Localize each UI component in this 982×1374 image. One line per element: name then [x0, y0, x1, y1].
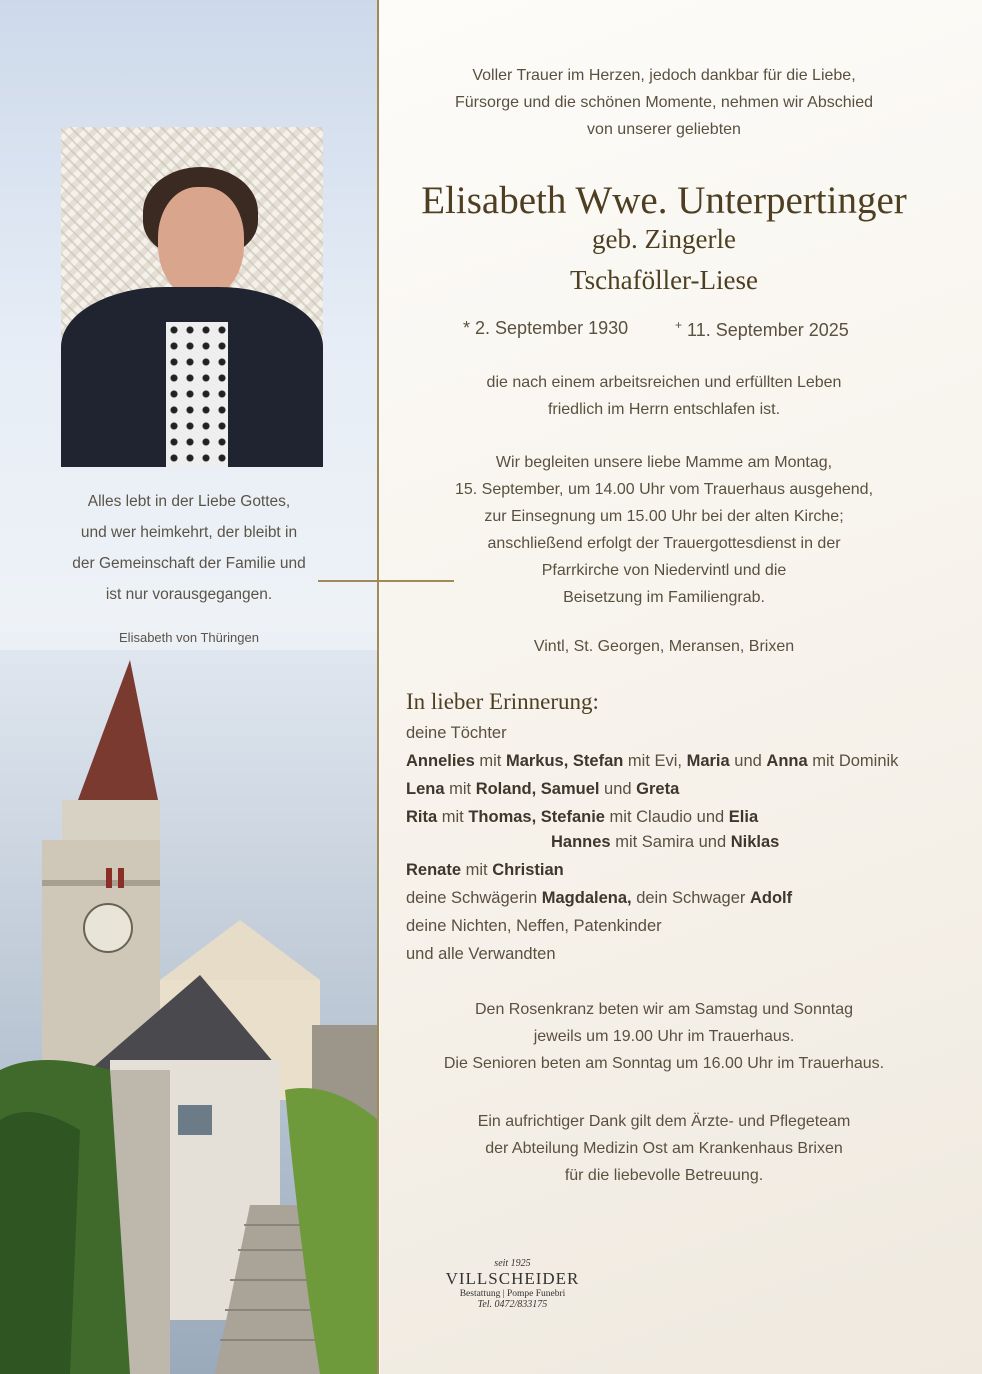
portrait-photo	[61, 127, 323, 467]
family-line: Hannes mit Samira und Niklas	[551, 833, 780, 851]
relatives-line: und alle Verwandten	[406, 945, 556, 963]
quote-line: und wer heimkehrt, der bleibt in	[80, 524, 298, 541]
places: Vintl, St. Georgen, Meransen, Brixen	[533, 638, 795, 655]
maiden-name: geb. Zingerle	[592, 224, 736, 254]
death-date: + 11. September 2025	[675, 318, 849, 340]
funeral-home-logo: seit 1925 VILLSCHEIDER Bestattung | Pompe Funebri Tel. 0472/833175	[445, 1258, 580, 1310]
quote-author: Elisabeth von Thüringen	[119, 630, 259, 645]
nickname: Tschaföller-Liese	[570, 265, 758, 295]
family-line: Rita mit Thomas, Stefanie mit Claudio und Elia	[406, 808, 759, 826]
thanks-text: Ein aufrichtiger Dank gilt dem Ärzte- und Pflegeteam der Abteilung Medizin Ost am Krankenhaus Brixen für die liebevolle Betreuung.	[477, 1113, 851, 1184]
memory-title: In lieber Erinnerung:	[406, 689, 599, 714]
quote-line: ist nur vorausgegangen.	[105, 586, 273, 603]
left-panel	[0, 0, 378, 1374]
quote-line: der Gemeinschaft der Familie und	[72, 555, 306, 572]
deceased-name: Elisabeth Wwe. Unterpertinger	[421, 179, 907, 222]
rosary-text: Den Rosenkranz beten wir am Samstag und Sonntag jeweils um 19.00 Uhr im Trauerhaus. Die Senioren beten am Sonntag um 16.00 Uhr im Trauerhaus.	[443, 1001, 885, 1072]
birth-date: * 2. September 1930	[463, 318, 629, 338]
relatives-line: deine Nichten, Neffen, Patenkinder	[406, 917, 662, 935]
inlaws-line: deine Schwägerin Magdalena, dein Schwager Adolf	[406, 889, 793, 907]
family-line: Renate mit Christian	[406, 861, 564, 879]
quote-line: Alles lebt in der Liebe Gottes,	[87, 493, 291, 510]
memory-daughters: deine Töchter	[406, 724, 507, 742]
church-photo	[0, 650, 378, 1374]
family-line: Annelies mit Markus, Stefan mit Evi, Maria und Anna mit Dominik	[406, 752, 899, 770]
funeral-text: Wir begleiten unsere liebe Mamme am Montag, 15. September, um 14.00 Uhr vom Trauerhaus ausgehend, zur Einsegnung um 15.00 Uhr bei der alten Kirche; anschließend erfolgt der Trauergottesdienst in der Pfarrkirche von Niedervintl und die Beisetzung im Familiengrab.	[454, 454, 874, 606]
passing-text: die nach einem arbeitsreichen und erfüllten Leben friedlich im Herrn entschlafen ist.	[486, 374, 842, 418]
intro-text: Voller Trauer im Herzen, jedoch dankbar für die Liebe, Fürsorge und die schönen Momente, nehmen wir Abschied von unserer geliebten	[454, 67, 873, 138]
quote	[40, 486, 338, 610]
family-line: Lena mit Roland, Samuel und Greta	[406, 780, 680, 798]
vertical-divider	[377, 0, 379, 1374]
